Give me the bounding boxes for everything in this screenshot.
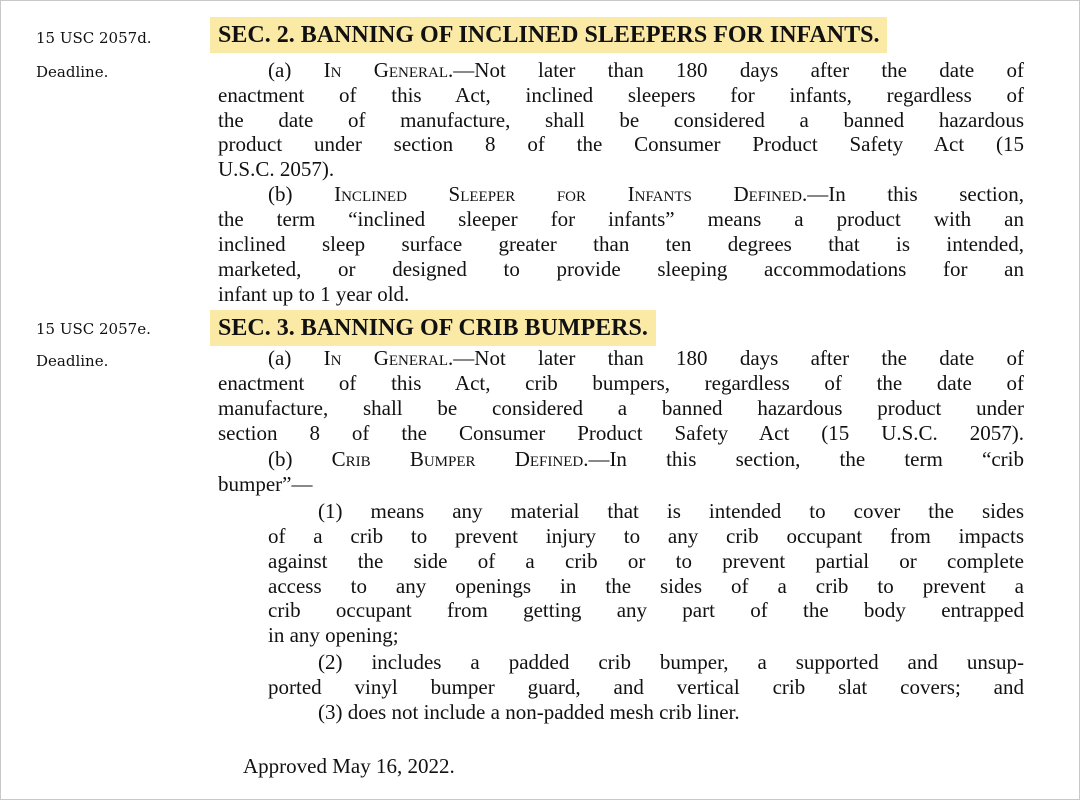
text-line: access to any openings in the sides of a crib to prevent a [268,574,1024,598]
margin-deadline-sec2: Deadline. [36,63,109,81]
margin-citation-sec3: 15 USC 2057e. [36,320,151,338]
text-line: (1) means any material that is intended to cover the sides [318,499,1024,523]
text-line: (b) Crib Bumper Defined.—In this section, the term “crib [268,447,1024,471]
text-line: crib occupant from getting any part of the body entrapped [268,598,1024,622]
text-line: manufacture, shall be considered a banned hazardous product under [218,396,1024,420]
text-line: infant up to 1 year old. [218,282,410,306]
text-line: enactment of this Act, inclined sleepers for infants, regardless of [218,83,1024,107]
text-line: the date of manufacture, shall be considered a banned hazardous [218,108,1024,132]
section-heading-sec2 [210,17,887,53]
text-line: (3) does not include a non-padded mesh crib liner. [318,700,740,724]
margin-citation-sec2: 15 USC 2057d. [36,29,152,47]
text-line: marketed, or designed to provide sleeping accommodations for an [218,257,1024,281]
text-line: U.S.C. 2057). [218,157,335,181]
text-line: (a) In General.—Not later than 180 days after the date of [268,58,1025,82]
section-heading-sec3 [210,310,656,346]
text-line: bumper”— [218,472,313,496]
text-line: (a) In General.—Not later than 180 days after the date of [268,346,1025,370]
text-line: (b) Inclined Sleeper for Infants Defined.—In this section, [268,182,1024,206]
margin-deadline-sec3: Deadline. [36,352,109,370]
text-line: product under section 8 of the Consumer Product Safety Act (15 [218,132,1024,156]
section-heading-text: SEC. 3. BANNING OF CRIB BUMPERS. [218,315,648,341]
text-line: in any opening; [268,623,399,647]
approval-date: Approved May 16, 2022. [243,754,455,778]
text-line: section 8 of the Consumer Product Safety Act (15 U.S.C. 2057). [218,421,1024,445]
text-line: ported vinyl bumper guard, and vertical crib slat covers; and [268,675,1024,699]
text-line: enactment of this Act, crib bumpers, regardless of the date of [218,371,1024,395]
text-line: against the side of a crib or to prevent partial or complete [268,549,1024,573]
text-line: the term “inclined sleeper for infants” means a product with an [218,207,1024,231]
section-heading-text: SEC. 2. BANNING OF INCLINED SLEEPERS FOR INFANTS. [218,22,880,48]
text-line: of a crib to prevent injury to any crib occupant from impacts [268,524,1024,548]
text-line: (2) includes a padded crib bumper, a supported and unsup- [318,650,1024,674]
text-line: inclined sleep surface greater than ten degrees that is intended, [218,232,1024,256]
